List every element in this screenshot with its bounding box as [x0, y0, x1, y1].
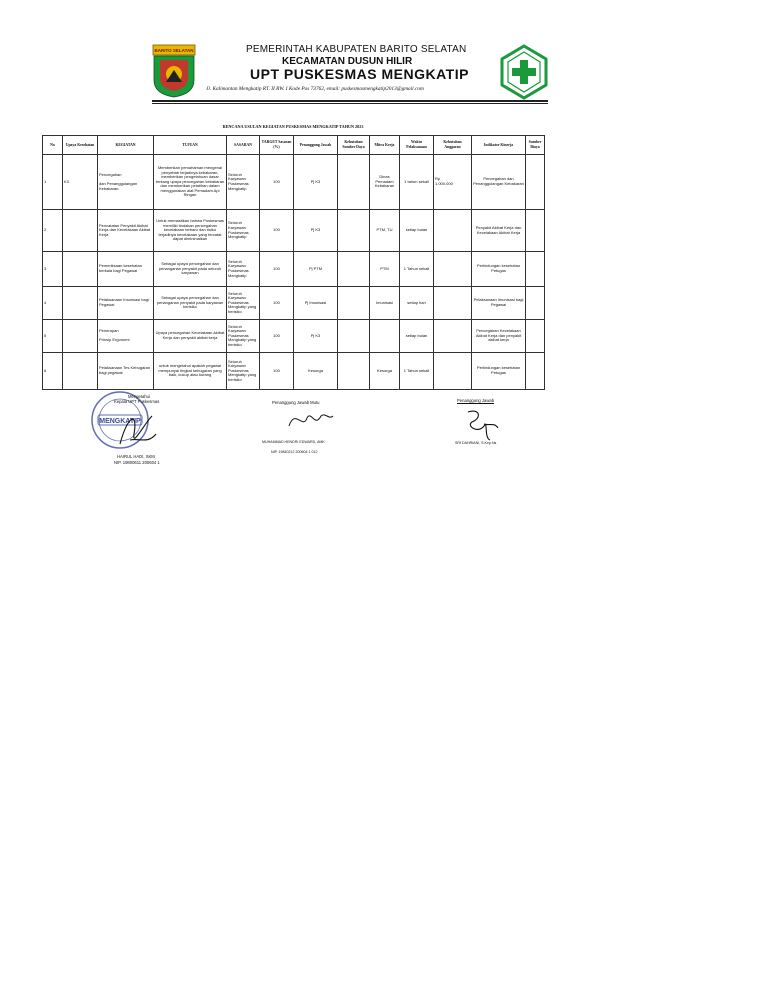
responsible-label: Penanggung Jawab	[457, 398, 495, 403]
table-row	[43, 252, 545, 287]
partner-cell: Kesorga	[370, 353, 400, 390]
column-header: Waktu Pelaksanaan	[400, 136, 434, 155]
health-effort-cell	[63, 353, 98, 390]
health-effort-cell	[63, 320, 98, 353]
letterhead-rule	[152, 100, 548, 102]
person-in-charge-cell: Pj K3	[294, 210, 338, 252]
schedule-cell: setiap hari	[400, 287, 434, 320]
schedule-cell: 1 tahun sekali	[400, 155, 434, 210]
table-row	[43, 287, 545, 320]
target-percent-cell: 100	[260, 287, 294, 320]
logo-caption: BARITO SELATAN	[154, 48, 194, 53]
column-header: Indikator Kinerja	[472, 136, 526, 155]
performance-indicator-cell: Penyakit Akibat Kerja dan Kecelakaan Akibat Kerja	[472, 210, 526, 252]
stamp-text: MENGKATIP	[99, 418, 141, 425]
quality-officer-name: MUHAMMAD HENDRI EDWARD, AMK	[262, 440, 325, 444]
schedule-cell: setiap bulan	[400, 210, 434, 252]
quality-officer-signature	[285, 404, 335, 434]
row-number-cell: 3	[43, 252, 63, 287]
objective-cell: Sebagai upaya pencegahan dan penanganan penyakit pada karyawan berisiko	[154, 287, 227, 320]
target-group-cell: Seluruh Karyawan Puskesmas Mengkatip yang berisiko	[227, 353, 260, 390]
funding-source-cell	[526, 210, 545, 252]
row-number-cell: 5	[43, 320, 63, 353]
schedule-cell: 1 Tahun sekali	[400, 252, 434, 287]
activity-cell: Pelaksanaan Tes Kebugaran bagi pegawai	[98, 353, 154, 390]
target-group-cell: Seluruh Karyawan Puskesmas Mengkatip	[227, 210, 260, 252]
column-header: Upaya Kesehatan	[63, 136, 98, 155]
health-effort-cell	[63, 287, 98, 320]
objective-cell: Upaya pencegahan Kecelakaan Akibat Kerja dan penyakit akibat kerja	[154, 320, 227, 353]
schedule-cell: setiap bulan	[400, 320, 434, 353]
funding-source-cell	[526, 287, 545, 320]
head-signature	[110, 404, 160, 454]
government-name: PEMERINTAH KABUPATEN BARITO SELATAN	[246, 44, 467, 55]
quality-officer-nip: NIP. 19840212 200604 1 012	[271, 450, 318, 454]
performance-indicator-cell: Pencegahan dan Penanggulangan Kebakaran	[472, 155, 526, 210]
budget-cell	[434, 320, 472, 353]
column-header: No	[43, 136, 63, 155]
budget-cell	[434, 252, 472, 287]
partner-cell: Imunisasi	[370, 287, 400, 320]
column-header: Kebutuhan Sumber Daya	[338, 136, 370, 155]
approval-label: Mengetahui	[128, 394, 150, 399]
objective-cell: Sebagai upaya pencegahan dan penanganan penyakit pada seluruh karyawan	[154, 252, 227, 287]
performance-indicator-cell: Pelaksanaan Imunisasi bagi Pegawai	[472, 287, 526, 320]
performance-indicator-cell: Pencegahan Kecelakaan Akibat Kerja dan penyakit akibat kerja	[472, 320, 526, 353]
target-percent-cell: 100	[260, 210, 294, 252]
row-number-cell: 1	[43, 155, 63, 210]
column-header: TUJUAN	[154, 136, 227, 155]
responsible-name: SRI DAHRIANI, S.Kep.Ns	[455, 441, 497, 445]
column-header: Sumber Biaya	[526, 136, 545, 155]
puskesmas-logo	[500, 44, 548, 100]
target-percent-cell: 100	[260, 155, 294, 210]
resource-needs-cell	[338, 287, 370, 320]
responsible-signature	[460, 404, 500, 444]
column-header: TARGET Sasaran (%)	[260, 136, 294, 155]
table-header-row	[43, 136, 545, 155]
resource-needs-cell	[338, 320, 370, 353]
activity-cell: Pelaksanaan Imunisasi bagi Pegawai	[98, 287, 154, 320]
letterhead-rule-thin	[152, 103, 548, 104]
partner-cell: PTM	[370, 252, 400, 287]
head-nip: NIP. 19800611 200604 1	[114, 460, 160, 465]
target-group-cell: Seluruh Karyawan Puskesmas Mengkatip	[227, 155, 260, 210]
person-in-charge-cell: Pj K3	[294, 155, 338, 210]
institution-name: UPT PUSKESMAS MENGKATIP	[250, 66, 469, 82]
target-group-cell: Seluruh Karyawan Puskesmas Mengkatip yang berisiko	[227, 320, 260, 353]
institution-address: Jl. Kalimantan Mengkatip RT. II RW. I Kode Pos 73762, email: puskesmasmengkatip2013@gmail.com	[206, 86, 424, 92]
person-in-charge-cell: Pj K3	[294, 320, 338, 353]
quality-officer-label: Penanggung Jawab Mutu	[272, 400, 320, 405]
activity-cell: Pemeriksaan kesehatan berkala bagi Pegawai	[98, 252, 154, 287]
budget-cell	[434, 210, 472, 252]
partner-cell: PTM, TU	[370, 210, 400, 252]
resource-needs-cell	[338, 252, 370, 287]
row-number-cell: 4	[43, 287, 63, 320]
table-row	[43, 353, 545, 390]
partner-cell: Dinas Pemadam Kebakaran	[370, 155, 400, 210]
row-number-cell: 6	[43, 353, 63, 390]
person-in-charge-cell: Pj PTM	[294, 252, 338, 287]
column-header: Mitra Kerja	[370, 136, 400, 155]
target-percent-cell: 100	[260, 320, 294, 353]
column-header: Penanggung Jawab	[294, 136, 338, 155]
table-row	[43, 320, 545, 353]
health-effort-cell	[63, 210, 98, 252]
budget-cell	[434, 353, 472, 390]
activity-cell: Pencatatan Penyakit Akibat Kerja dan Kecelakaan Akibat Kerja	[98, 210, 154, 252]
target-group-cell: Seluruh Karyawan Puskesmas Mengkatip yang berisiko	[227, 287, 260, 320]
funding-source-cell	[526, 252, 545, 287]
person-in-charge-cell: Pj Imunisasi	[294, 287, 338, 320]
partner-cell	[370, 320, 400, 353]
activity-cell: Pencegahan dan Penanggulangan Kebakaran.	[98, 155, 154, 210]
document-title: RENCANA USULAN KEGIATAN PUSKESMAS MENGKATIP TAHUN 2023	[222, 124, 364, 129]
column-header: Kebutuhan Anggaran	[434, 136, 472, 155]
funding-source-cell	[526, 320, 545, 353]
target-percent-cell: 100	[260, 252, 294, 287]
table-row	[43, 155, 545, 210]
health-effort-cell	[63, 252, 98, 287]
row-number-cell: 2	[43, 210, 63, 252]
activity-cell: Penerapan Prinsip Ergonomi	[98, 320, 154, 353]
head-title-label: Kepala UPT Puskesmas	[114, 399, 160, 404]
performance-indicator-cell: Perlindungan kesehatan Petugas	[472, 252, 526, 287]
resource-needs-cell	[338, 353, 370, 390]
table-row	[43, 210, 545, 252]
schedule-cell: 1 Tahun sekali	[400, 353, 434, 390]
target-group-cell: Seluruh Karyawan Puskesmas Mengkatip	[227, 252, 260, 287]
health-effort-cell: K3	[63, 155, 98, 210]
objective-cell: Untuk memastikan bahwa Puskesmas memiliki tindakan pencegahan kecelakaan terbaru dan risiko terjadinya kecelakaan yang tercatat dapat diminimalkan	[154, 210, 227, 252]
head-name: HAIRUL HADI, SKM	[117, 454, 155, 459]
performance-indicator-cell: Perlindungan kesehatan Petugas	[472, 353, 526, 390]
column-header: SASARAN	[227, 136, 260, 155]
person-in-charge-cell: Kesorga	[294, 353, 338, 390]
district-name: KECAMATAN DUSUN HILIR	[282, 56, 413, 67]
budget-cell	[434, 287, 472, 320]
regency-logo	[152, 44, 196, 98]
funding-source-cell	[526, 155, 545, 210]
activity-plan-table	[42, 135, 545, 390]
target-percent-cell: 100	[260, 353, 294, 390]
objective-cell: untuk mengetahui apakah pegawai mempunyai tingkat kebugaran yang baik, cukup atau kurang	[154, 353, 227, 390]
resource-needs-cell	[338, 155, 370, 210]
funding-source-cell	[526, 353, 545, 390]
column-header: KEGIATAN	[98, 136, 154, 155]
resource-needs-cell	[338, 210, 370, 252]
objective-cell: Memberikan pemahaman mengenai penyebab terjadinya kebakaran, memberikan pengetahuan dasar tentang upaya pencegahan kebakaran dan memberikan pelatihan dalam menggunakan alat Pemadam Api Ringan	[154, 155, 227, 210]
budget-cell: Rp 1.000.000	[434, 155, 472, 210]
